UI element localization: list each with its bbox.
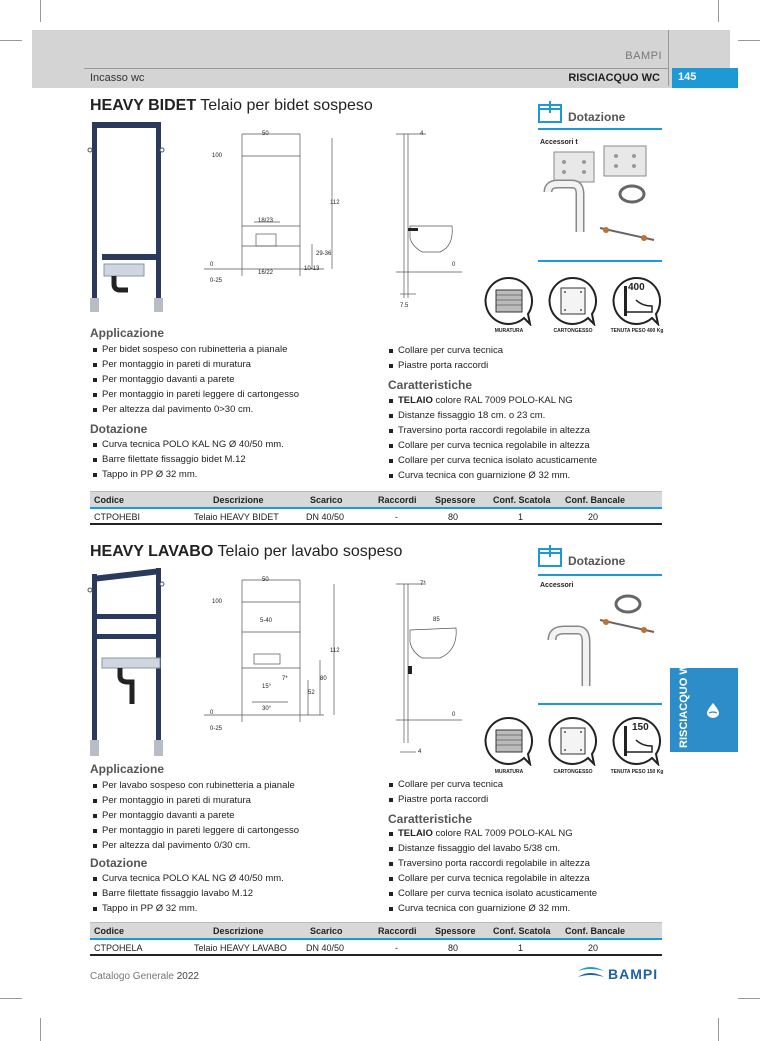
side-tab-label: RISCIACQUO WC [678,656,690,748]
box-icon [538,100,562,124]
table-cell: 80 [448,943,459,953]
dotazione-list-title: Dotazione [90,422,148,436]
footer-logo: BAMPI [608,966,659,982]
dotazione-rule [538,260,662,262]
product-table [90,491,662,525]
list-item: Per altezza dal pavimento 0/30 cm. [92,838,299,853]
dimension-label: 50 [262,577,269,583]
front-dimension-drawing [204,126,352,296]
dotazione-subtitle: Accessori t [540,139,578,146]
list-item: Tappo in PP Ø 32 mm. [92,901,284,916]
applicazione-title: Applicazione [90,326,165,340]
install-caption: CARTONGESSO [553,328,593,334]
dotazione-title: Dotazione [568,554,626,568]
header-rule [84,68,668,69]
list-item: Per montaggio davanti a parete [92,808,299,823]
dotazione-subtitle: Accessori [540,582,574,589]
install-caption: TENUTA PESO 150 Kg [610,769,664,775]
product-title-rest: Telaio per bidet sospeso [200,97,373,114]
crop-mark [738,40,760,41]
dimension-label: 4 [418,749,422,755]
product-title-rest: Telaio per lavabo sospeso [217,543,403,560]
telaio-color: colore RAL 7009 POLO-KAL NG [432,395,573,406]
crop-mark [718,0,719,22]
plasterboard-icon [548,716,598,766]
install-caption: TENUTA PESO 400 Kg [610,328,664,334]
product-table [90,922,662,956]
list-item: Curva tecnica POLO KAL NG Ø 40/50 mm. [92,871,284,886]
list-item: Curva tecnica con guarnizione Ø 32 mm. [388,468,597,483]
dimension-label: 15° [262,684,272,690]
table-cell: CTPOHEBI [94,512,141,522]
masonry-wall-icon [484,276,534,326]
product-title-bold: HEAVY LAVABO [90,543,214,560]
side-tab [670,656,738,752]
list-item: Traversino porta raccordi regolabile in altezza [388,856,597,871]
weight-value: 400 [628,282,645,293]
footer-catalog [90,971,199,982]
telaio-color: colore RAL 7009 POLO-KAL NG [432,828,573,839]
install-caption: CARTONGESSO [553,769,593,775]
dotazione-list [92,437,284,482]
column-header: Raccordi [378,495,417,505]
column-header: Spessore [435,495,476,505]
list-item: Barre filettate fissaggio bidet M.12 [92,452,284,467]
list-item: Per lavabo sospeso con rubinetteria a pianale [92,778,299,793]
install-caption: MURATURA [494,769,524,775]
column-header: Raccordi [378,926,417,936]
dotazione-rule [538,703,662,705]
list-item: Curva tecnica con guarnizione Ø 32 mm. [388,901,597,916]
list-item: Per altezza dal pavimento 0>30 cm. [92,402,299,417]
crop-mark [0,998,22,999]
dimension-label: 7* [282,676,288,682]
table-cell: 1 [518,943,524,953]
plasterboard-icon [548,276,598,326]
breadcrumb: Incasso wc [90,72,145,84]
list-item: Collare per curva tecnica isolato acusticamente [388,453,597,468]
footer-catalog-name: Catalogo Generale [90,971,174,982]
dotazione-list-continued [388,343,503,373]
masonry-wall-icon [484,716,534,766]
dimension-label: 29-36 [316,251,332,257]
column-header: Spessore [435,926,476,936]
list-item: Per bidet sospeso con rubinetteria a pianale [92,342,299,357]
dimension-label: 85 [433,617,440,623]
caratteristiche-title: Caratteristiche [388,812,473,826]
dimension-label: 0-25 [210,278,223,284]
caratteristiche-title: Caratteristiche [388,378,473,392]
crop-mark [738,998,760,999]
list-item: Tappo in PP Ø 32 mm. [92,467,284,482]
dimension-label: 112 [330,200,340,206]
table-cell: DN 40/50 [306,512,345,522]
column-header: Codice [94,495,125,505]
list-item: Collare per curva tecnica [388,343,503,358]
caratteristiche-list [388,393,597,483]
list-item [388,826,597,841]
dimension-label: 52 [308,690,315,696]
list-item: Barre filettate fissaggio lavabo M.12 [92,886,284,901]
list-item: Piastre porta raccordi [388,792,503,807]
column-header: Scarico [310,926,343,936]
dimension-label: 7.5 [400,303,409,309]
dotazione-list [92,871,284,916]
install-caption: MURATURA [494,328,524,334]
column-header: Codice [94,926,125,936]
dimension-label: 16/22 [258,270,274,276]
header-brand: BAMPI [625,50,662,62]
side-dimension-drawing [396,128,466,308]
dimension-label: 0 [452,712,456,718]
accessories-illustration [540,142,660,252]
section-name: RISCIACQUO WC [568,72,660,84]
table-cell: 80 [448,512,459,522]
table-cell: CTPOHELA [94,943,143,953]
list-item: Per montaggio in pareti leggere di cartongesso [92,387,299,402]
list-item: Distanze fissaggio del lavabo 5/38 cm. [388,841,597,856]
list-item: Traversino porta raccordi regolabile in altezza [388,423,597,438]
column-header: Scarico [310,495,343,505]
table-row [90,940,662,956]
list-item: Collare per curva tecnica [388,777,503,792]
table-header [90,491,662,509]
front-dimension-drawing [204,572,352,742]
list-item: Collare per curva tecnica regolabile in altezza [388,438,597,453]
dotazione-list-continued [388,777,503,807]
water-drop-icon [706,702,720,718]
telaio-label: TELAIO [398,828,433,839]
column-header: Conf. Bancale [565,495,626,505]
table-cell: - [395,512,398,522]
crop-mark [40,0,41,22]
side-dimension-drawing [396,578,466,758]
list-item: Per montaggio in pareti leggere di cartongesso [92,823,299,838]
column-header: Descrizione [213,926,264,936]
bampi-logo-icon [576,965,606,983]
table-cell: 1 [518,512,524,522]
dimension-label: 10-13 [304,266,320,272]
column-header: Descrizione [213,495,264,505]
dimension-label: 30° [262,706,272,712]
dimension-label: 50 [262,131,269,137]
accessories-illustration [540,590,660,696]
table-cell: Telaio HEAVY LAVABO [194,943,287,953]
header-divider [668,30,669,86]
dimension-label: 0 [210,262,214,268]
list-item: Distanze fissaggio 18 cm. o 23 cm. [388,408,597,423]
table-row [90,509,662,525]
dotazione-title: Dotazione [568,110,626,124]
column-header: Conf. Bancale [565,926,626,936]
column-header: Conf. Scatola [493,926,551,936]
table-cell: - [395,943,398,953]
dimension-label: 112 [330,648,340,654]
dotazione-list-title: Dotazione [90,856,148,870]
list-item: Curva tecnica POLO KAL NG Ø 40/50 mm. [92,437,284,452]
crop-mark [0,40,22,41]
dotazione-rule [538,574,662,576]
table-cell: DN 40/50 [306,943,345,953]
list-item: Per montaggio in pareti di muratura [92,793,299,808]
dimension-label: 0-25 [210,726,223,732]
applicazione-title: Applicazione [90,762,165,776]
dimension-label: 100 [212,599,223,605]
weight-value: 150 [632,722,649,733]
table-cell: 20 [588,512,599,522]
frame-photo [84,564,174,764]
column-header: Conf. Scatola [493,495,551,505]
frame-photo [84,118,174,318]
dimension-label: 5-40 [260,618,273,624]
dimension-label: 80 [320,676,327,682]
footer-year: 2022 [176,971,199,982]
dimension-label: 0 [210,710,214,716]
box-icon [538,544,562,568]
list-item: Collare per curva tecnica regolabile in altezza [388,871,597,886]
list-item: Per montaggio in pareti di muratura [92,357,299,372]
product-title [90,97,373,115]
crop-mark [718,1018,719,1041]
applicazione-list [92,778,299,853]
dimension-label: 100 [212,153,223,159]
dimension-label: 0 [452,262,456,268]
table-header [90,922,662,940]
applicazione-list [92,342,299,417]
product-title-bold: HEAVY BIDET [90,97,197,114]
crop-mark [40,1018,41,1041]
page-number: 145 [672,68,738,88]
dotazione-rule [538,128,662,130]
table-cell: Telaio HEAVY BIDET [194,512,279,522]
list-item: Collare per curva tecnica isolato acusticamente [388,886,597,901]
table-cell: 20 [588,943,599,953]
dimension-label: 4 [420,131,424,137]
product-title [90,543,402,561]
telaio-label: TELAIO [398,395,433,406]
list-item: Piastre porta raccordi [388,358,503,373]
list-item [388,393,597,408]
list-item: Per montaggio davanti a parete [92,372,299,387]
caratteristiche-list [388,826,597,916]
dimension-label: 18/23 [258,218,274,224]
dimension-label: 7* [420,581,426,587]
